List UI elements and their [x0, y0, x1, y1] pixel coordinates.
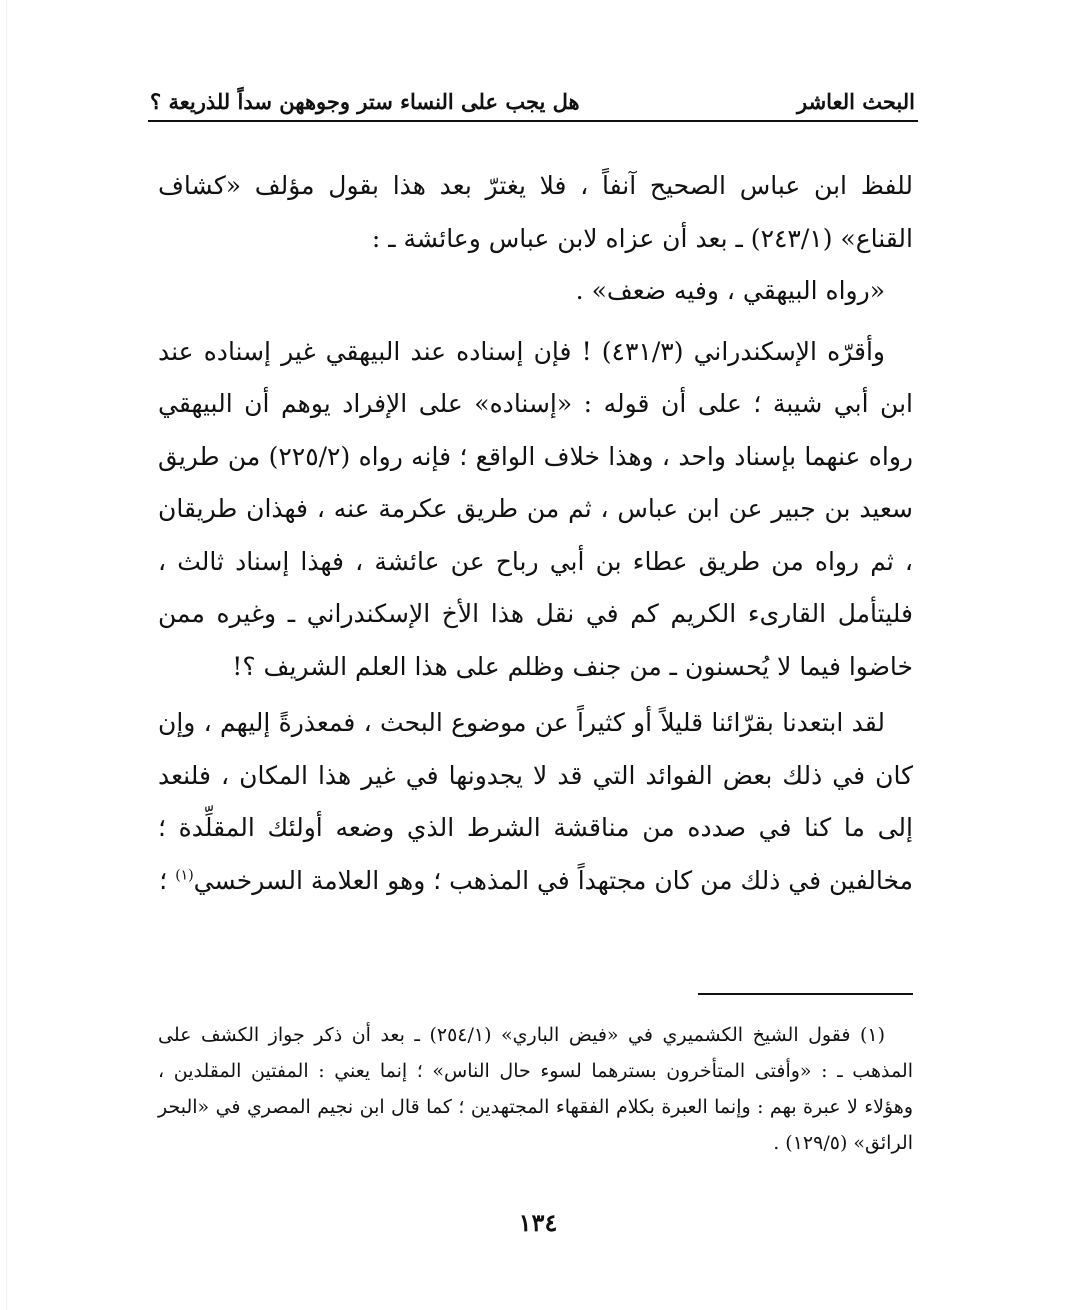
paragraph-4 — [158, 697, 913, 907]
paragraph-4-text: لقد ابتعدنا بقرّائنا قليلاً أو كثيراً عن موضوع البحث ، فمعذرةً إليهم ، وإن كان في ذلك بعض الفوائد التي قد لا يجدونها في غير هذا المكان ، فلنعد إلى ما كنا في صدده من مناقشة الشرط الذي وضعه أولئك المقلِّدة ؛ مخالفين في ذلك من كان مجتهداً في المذهب ؛ وهو العلامة السرخسي — [158, 708, 913, 895]
footnote-text: (١) فقول الشيخ الكشميري في «فيض الباري» (٢٥٤/١) ـ بعد أن ذكر جواز الكشف على المذهب ـ : «وأفتى المتأخرون بسترهما لسوء حال الناس» ؛ إنما يعني : المفتين المقلدين ، وهؤلاء لا عبرة بهم : وإنما العبرة بكلام الفقهاء المجتهدين ؛ كما قال ابن نجيم المصري في «البحر الرائق» (١٢٩/٥) . — [158, 1024, 913, 1154]
quote-paragraph: «رواه البيهقي ، وفيه ضعف» . — [575, 276, 885, 305]
chapter-title: البحث العاشر — [796, 89, 915, 114]
footnote-reference[interactable]: (١) — [175, 867, 194, 884]
header-divider — [148, 120, 918, 122]
paragraph-3: وأقرّه الإسكندراني (٤٣١/٣) ! فإن إسناده عند البيهقي غير إسناده عند ابن أبي شيبة ؛ على أن قوله : «إسناده» على الإفراد يوهم أن البيهقي رواه عنهما بإسناد واحد ، وهذا خلاف الواقع ؛ فإنه رواه (٢٢٥/٢) من طريق سعيد بن جبير عن ابن عباس ، ثم من طريق عكرمة عنه ، فهذان طريقان ، ثم رواه من طريق عطاء بن أبي رباح عن عائشة ، فهذا إسناد ثالث ، فليتأمل القارىء الكريم كم في نقل هذا الأخ الإسكندراني ـ وغيره ممن خاضوا فيما لا يُحسنون ـ من جنف وظلم على هذا العلم الشريف ؟! — [158, 336, 913, 681]
running-header — [150, 70, 915, 114]
paragraph-4-end: ؛ — [159, 865, 176, 895]
page-edge-shadow — [6, 0, 7, 1310]
main-text — [158, 160, 913, 907]
footnote — [158, 1017, 913, 1161]
footnote-divider — [698, 993, 913, 995]
page-number: ١٣٤ — [518, 1208, 558, 1237]
section-title: هل يجب على النساء ستر وجوههن سداً للذريعة ؟ — [150, 89, 580, 114]
paragraph-1: للفظ ابن عباس الصحيح آنفاً ، فلا يغترّ بعد هذا بقول مؤلف «كشاف القناع» (٢٤٣/١) ـ بعد أن عزاه لابن عباس وعائشة ـ : — [158, 171, 913, 253]
